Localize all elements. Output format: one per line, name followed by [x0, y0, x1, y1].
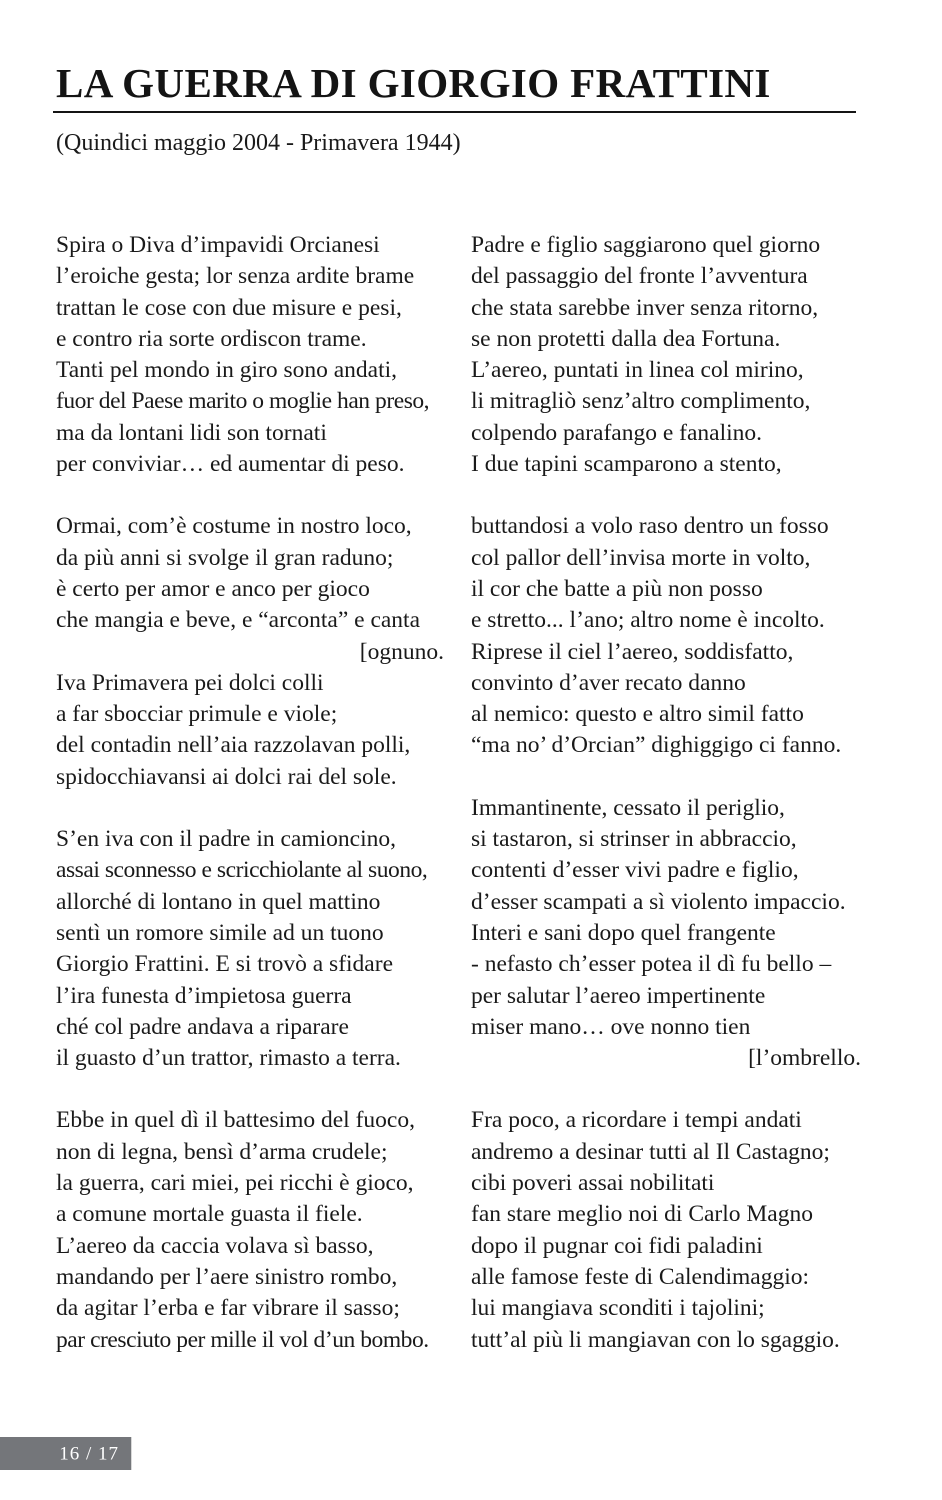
poem-line: del passaggio del fronte l’avventura: [471, 263, 808, 290]
poem-line: Padre e figlio saggiarono quel giorno: [471, 232, 821, 258]
poem-column-left: [56, 230, 444, 1387]
poem-line: alle famose feste di Calendimaggio:: [471, 1263, 810, 1290]
poem-line: ché col padre andava a riparare: [56, 1013, 349, 1040]
poem-line: cibi poveri assai nobilitati: [471, 1170, 715, 1197]
poem-line: Ebbe in quel dì il battesimo del fuoco,: [56, 1107, 415, 1134]
poem-line: S’en iva con il padre in camioncino,: [56, 826, 396, 853]
poem-line: Iva Primavera pei dolci colli: [56, 669, 324, 696]
poem-line: fan stare meglio noi di Carlo Magno: [471, 1201, 813, 1228]
poem-stanza: [56, 230, 444, 480]
poem-stanza: [471, 1105, 861, 1355]
poem-line: del contadin nell’aia razzolavan polli,: [56, 732, 411, 759]
poem-line: l’eroiche gesta; lor senza ardite brame: [56, 263, 415, 290]
poem-line: contenti d’esser vivi padre e figlio,: [471, 857, 799, 884]
poem-line: mandando per l’aere sinistro rombo,: [56, 1263, 398, 1290]
poem-line: I due tapini scamparono a stento,: [471, 451, 782, 478]
poem-line: L’aereo da caccia volava sì basso,: [56, 1232, 374, 1259]
poem-line: l’ira funesta d’impietosa guerra: [56, 982, 352, 1009]
poem-line: si tastaron, si strinser in abbraccio,: [471, 826, 797, 853]
poem-line: L’aereo, puntati in linea col mirino,: [471, 357, 804, 384]
poem-line: a far sbocciar primule e viole;: [56, 701, 338, 728]
poem-line: e contro ria sorte ordiscon trame.: [56, 325, 367, 352]
poem-line: Spira o Diva d’impavidi Orcianesi: [56, 232, 380, 258]
poem-line: buttandosi a volo raso dentro un fosso: [471, 513, 829, 540]
poem-line: Fra poco, a ricordare i tempi andati: [471, 1107, 802, 1134]
poem-line: che stata sarebbe inver senza ritorno,: [471, 294, 819, 321]
poem-line: per conviviar… ed aumentar di peso.: [56, 451, 405, 478]
poem-line: per salutar l’aereo impertinente: [471, 982, 766, 1009]
poem-runover-line: [l’ombrello.: [748, 1045, 861, 1072]
poem-line: trattan le cose con due misure e pesi,: [56, 294, 402, 321]
poem-line: a comune mortale guasta il fiele.: [56, 1201, 363, 1228]
poem-line: fuor del Paese marito o moglie han preso,: [56, 388, 430, 415]
page-title: LA GUERRA DI GIORGIO FRATTINI: [56, 60, 771, 106]
poem-line: che mangia e beve, e “arconta” e canta: [56, 607, 421, 634]
poem-line: al nemico: questo e altro simil fatto: [471, 701, 804, 728]
document-header: [53, 62, 856, 158]
poem-stanza: [471, 230, 861, 480]
poem-line: - nefasto ch’esser potea il dì fu bello –: [471, 951, 832, 978]
poem-line: sentì un romore simile ad un tuono: [56, 919, 384, 946]
poem-line: li mitragliò senz’altro complimento,: [471, 388, 811, 415]
poem-line: assai sconnesso e scricchiolante al suono,: [56, 857, 428, 884]
poem-line: convinto d’aver recato danno: [471, 669, 746, 696]
poem-line: Immantinente, cessato il periglio,: [471, 794, 785, 821]
poem-line: lui mangiava sconditi i tajolini;: [471, 1295, 765, 1322]
poem-line: è certo per amor e anco per gioco: [56, 575, 370, 602]
poem-line: il cor che batte a più non posso: [471, 575, 763, 602]
poem-line: spidocchiavansi ai dolci rai del sole.: [56, 763, 397, 790]
poem-stanza: [56, 1105, 444, 1355]
poem-line: dopo il pugnar coi fidi paladini: [471, 1232, 763, 1259]
poem-line: d’esser scampati a sì violento impaccio.: [471, 888, 846, 915]
poem-line: la guerra, cari miei, pei ricchi è gioco,: [56, 1170, 414, 1197]
poem-line: e stretto... l’ano; altro nome è incolto.: [471, 607, 825, 634]
page-number-label: 16 / 17: [59, 1443, 119, 1464]
poem-stanza: [56, 824, 444, 1074]
poem-line: colpendo parafango e fanalino.: [471, 419, 763, 446]
poem-stanza: [471, 793, 861, 1075]
poem-line: non di legna, bensì d’arma crudele;: [56, 1138, 388, 1165]
document-subtitle: (Quindici maggio 2004 - Primavera 1944): [56, 130, 461, 157]
poem-line: andremo a desinar tutti al Il Castagno;: [471, 1138, 830, 1165]
poem-line: par cresciuto per mille il vol d’un bombo.: [56, 1326, 429, 1353]
poem-line: tutt’al più li mangiavan con lo sgaggio.: [471, 1326, 840, 1353]
poem-line: da agitar l’erba e far vibrare il sasso;: [56, 1295, 400, 1322]
poem-stanza: [471, 511, 861, 761]
poem-line: allorché di lontano in quel mattino: [56, 888, 381, 915]
poem-line: se non protetti dalla dea Fortuna.: [471, 325, 781, 352]
poem-line: Interi e sani dopo quel frangente: [471, 919, 776, 946]
poem-line: col pallor dell’invisa morte in volto,: [471, 544, 811, 571]
page-number-badge: [0, 1437, 132, 1470]
poem-line: “ma no’ d’Orcian” dighiggigo ci fanno.: [471, 732, 842, 759]
poem-line: il guasto d’un trattor, rimasto a terra.: [56, 1045, 401, 1072]
poem-line: Giorgio Frattini. E si trovò a sfidare: [56, 951, 393, 978]
poem-line: ma da lontani lidi son tornati: [56, 419, 327, 446]
poem-runover-line: [ognuno.: [359, 638, 444, 665]
poem-line: miser mano… ove nonno tien: [471, 1013, 751, 1040]
poem-line: da più anni si svolge il gran raduno;: [56, 544, 394, 571]
poem-line: Riprese il ciel l’aereo, soddisfatto,: [471, 638, 794, 665]
poem-stanza: [56, 511, 444, 793]
poem-line: Tanti pel mondo in giro sono andati,: [56, 357, 398, 384]
poem-column-right: [471, 230, 861, 1387]
poem-line: Ormai, com’è costume in nostro loco,: [56, 513, 412, 540]
